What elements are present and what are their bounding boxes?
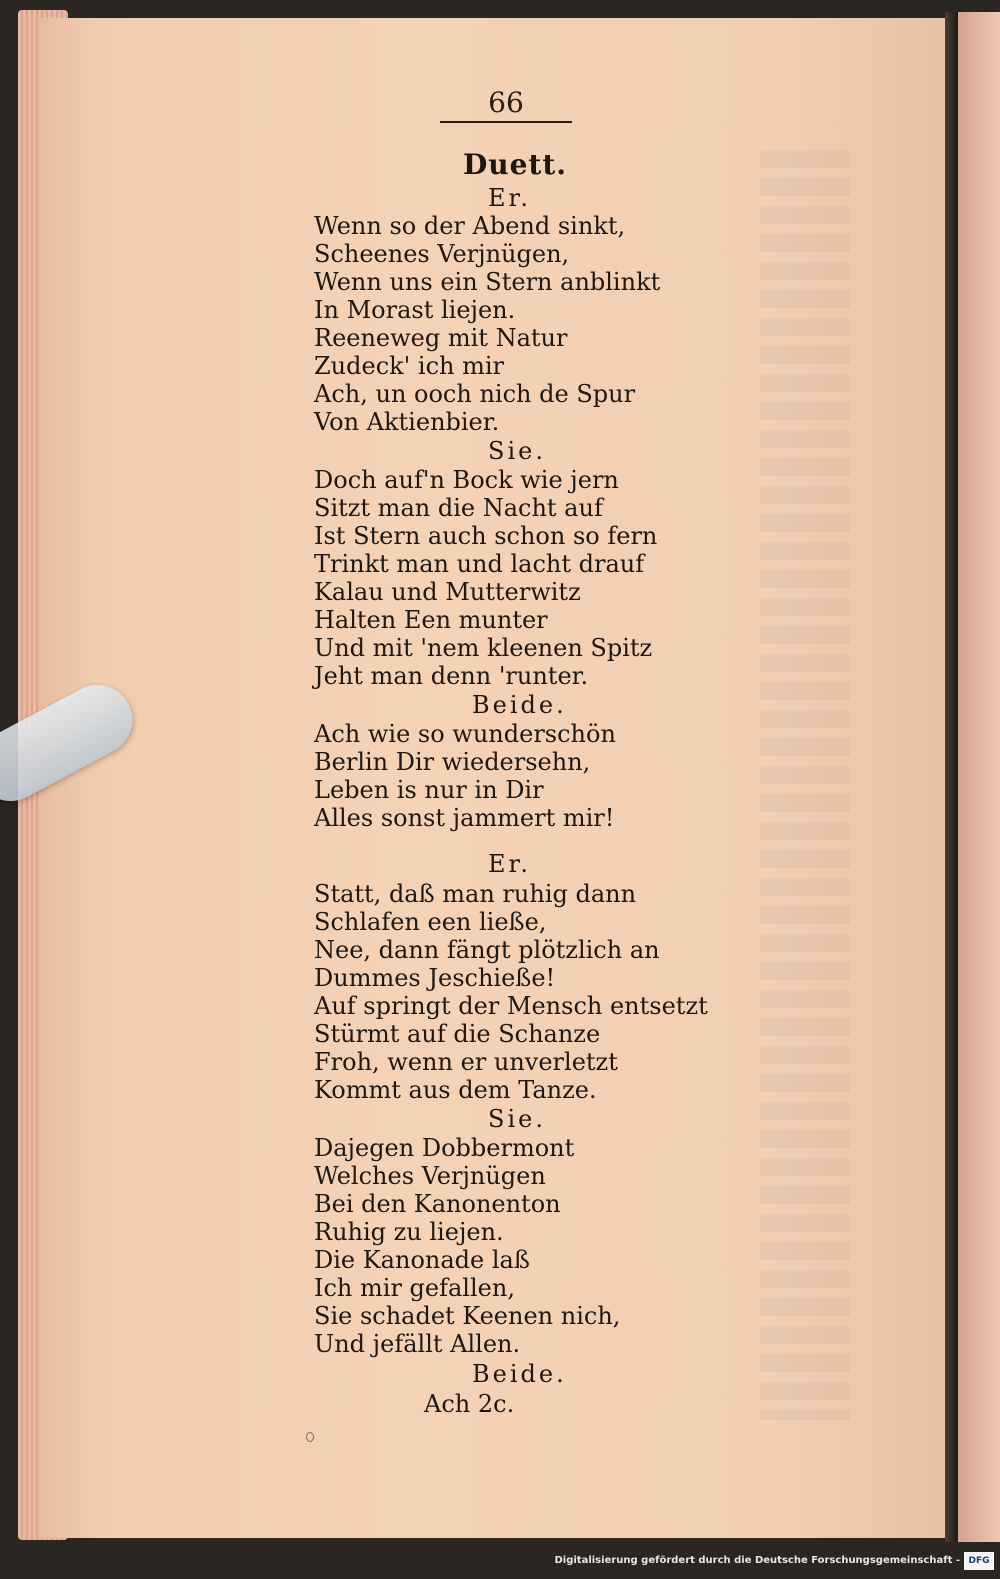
- poem-line: Kalau und Mutterwitz: [314, 578, 581, 606]
- poem-line: Schlafen een ließe,: [314, 908, 547, 936]
- poem-line: Leben is nur in Dir: [314, 776, 544, 804]
- header-rule: [440, 121, 572, 123]
- poem-title: Duett.: [462, 148, 568, 181]
- poem-line: Doch auf'n Bock wie jern: [314, 466, 619, 494]
- dfg-logo-icon: DFG: [964, 1552, 994, 1570]
- bleed-through-texture: [760, 150, 850, 1420]
- poem-line: Und mit 'nem kleenen Spitz: [314, 634, 653, 662]
- page-number: 66: [488, 86, 524, 119]
- poem-line: Sie schadet Keenen nich,: [314, 1302, 621, 1330]
- poem-line: Zudeck' ich mir: [314, 352, 505, 380]
- poem-line: Ist Stern auch schon so fern: [314, 522, 658, 550]
- poem-line: Nee, dann fängt plötzlich an: [314, 936, 660, 964]
- speaker-label: Sie.: [488, 437, 546, 465]
- poem-line: Berlin Dir wiedersehn,: [314, 748, 591, 776]
- poem-line: Halten Een munter: [314, 606, 548, 634]
- speaker-label: Er.: [488, 850, 531, 878]
- poem-line: Ach, un ooch nich de Spur: [314, 380, 636, 408]
- poem-line: Welches Verjnügen: [314, 1162, 546, 1190]
- poem-line: Ich mir gefallen,: [314, 1274, 515, 1302]
- poem-line: Alles sonst jammert mir!: [314, 804, 615, 832]
- poem-line: Auf springt der Mensch entsetzt: [314, 992, 708, 1020]
- poem-line: Wenn so der Abend sinkt,: [314, 212, 626, 240]
- poem-line: Ach 2c.: [424, 1390, 515, 1418]
- poem-line: Trinkt man und lacht drauf: [314, 550, 645, 578]
- poem-line: Scheenes Verjnügen,: [314, 240, 570, 268]
- poem-line: Dummes Jeschieße!: [314, 964, 556, 992]
- poem-line: Ach wie so wunderschön: [314, 720, 616, 748]
- speaker-label: Beide.: [472, 691, 567, 719]
- poem-line: In Morast liejen.: [314, 296, 516, 324]
- poem-line: Stürmt auf die Schanze: [314, 1020, 601, 1048]
- poem-line: Reeneweg mit Natur: [314, 324, 568, 352]
- poem-line: Statt, daß man ruhig dann: [314, 880, 637, 908]
- poem-line: Ruhig zu liejen.: [314, 1218, 504, 1246]
- footer-bar: [0, 1548, 1000, 1579]
- poem-line: Kommt aus dem Tanze.: [314, 1076, 597, 1104]
- poem-line: Bei den Kanonenton: [314, 1190, 561, 1218]
- poem-line: Von Aktienbier.: [314, 408, 500, 436]
- footer-credit: Digitalisierung gefördert durch die Deutsche Forschungsgemeinschaft -: [554, 1555, 960, 1566]
- facing-page-edge: [958, 12, 1000, 1542]
- poem-line: Sitzt man die Nacht auf: [314, 494, 603, 522]
- poem-line: Und jefällt Allen.: [314, 1330, 521, 1358]
- book-gutter: [945, 12, 958, 1542]
- poem-line: Wenn uns ein Stern anblinkt: [314, 268, 661, 296]
- speaker-label: Beide.: [472, 1360, 567, 1388]
- poem-line: Froh, wenn er unverletzt: [314, 1048, 618, 1076]
- speaker-label: Sie.: [488, 1105, 546, 1133]
- small-mark: [306, 1432, 314, 1442]
- poem-line: Die Kanonade laß: [314, 1246, 530, 1274]
- poem-line: Dajegen Dobbermont: [314, 1134, 575, 1162]
- poem-line: Jeht man denn 'runter.: [314, 662, 589, 690]
- speaker-label: Er.: [488, 184, 531, 212]
